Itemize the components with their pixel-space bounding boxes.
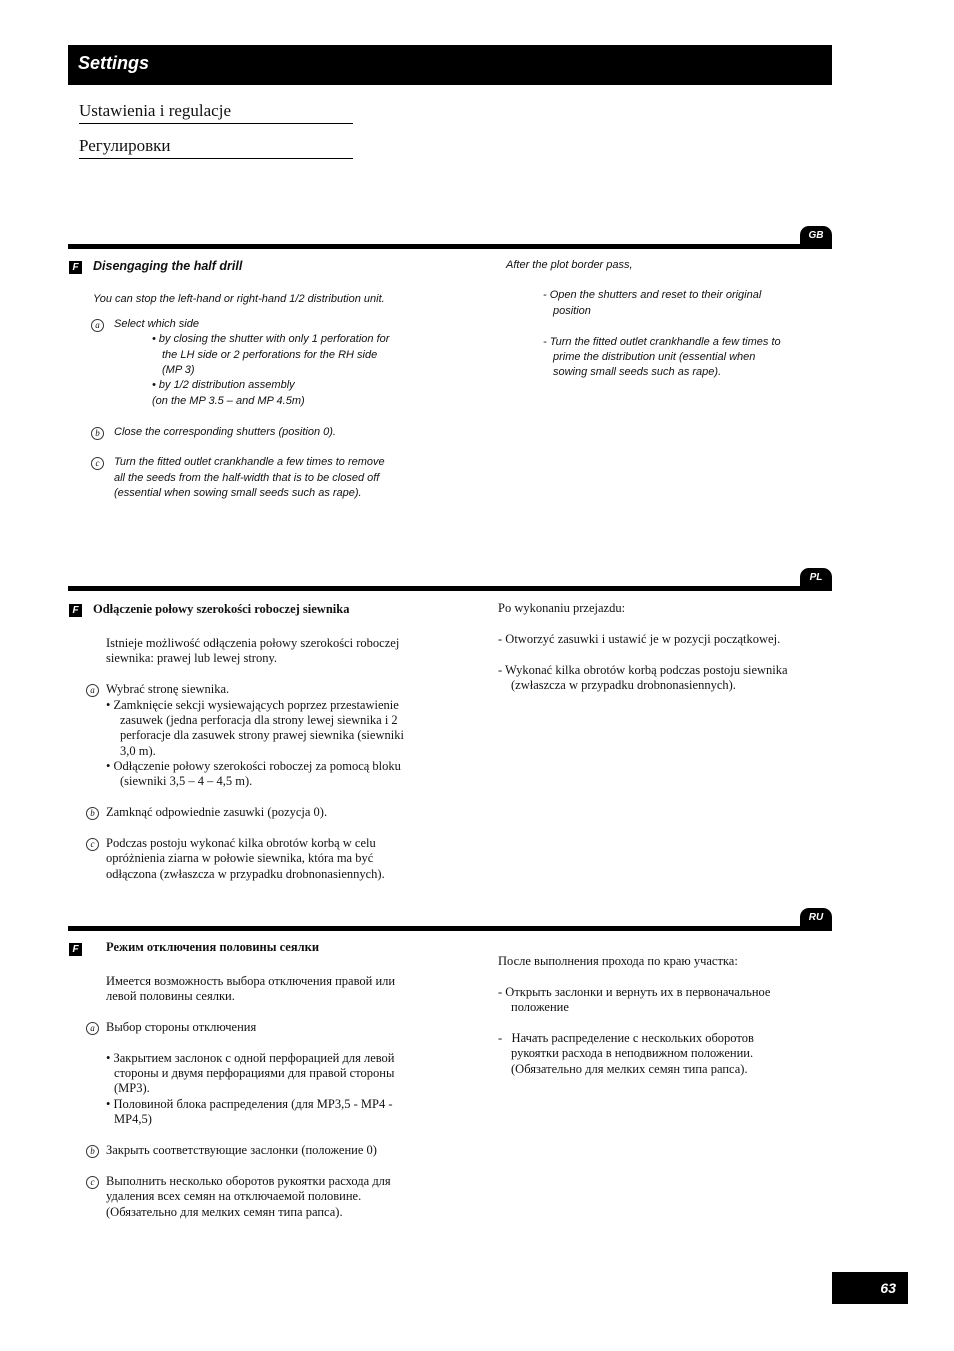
step-a-bullet2-l1-ru: • Половиной блока распределения (для MP3,5 - MP4 -: [106, 1097, 393, 1111]
intro-l2-ru: левой половины сеялки.: [106, 989, 235, 1003]
step-a-bullet2-l1-pl: • Odłączenie połowy szerokości roboczej za pomocą bloku: [106, 759, 401, 773]
step-a-bullet2-l1-gb: • by 1/2 distribution assembly: [152, 379, 295, 391]
section-rule-gb: [68, 244, 832, 249]
intro-gb: You can stop the left-hand or right-hand 1/2 distribution unit.: [93, 293, 385, 305]
step-a-pl: Wybrać stronę siewnika.: [106, 682, 230, 696]
step-b-gb: Close the corresponding shutters (position 0).: [114, 426, 336, 438]
intro-l2-pl: siewnika: prawej lub lewej strony.: [106, 651, 278, 665]
right-intro-gb: After the plot border pass,: [506, 259, 633, 271]
step-a-bullet1-l3-ru: (MP3).: [114, 1081, 150, 1095]
step-a-bullet1-l4-pl: 3,0 m).: [120, 744, 156, 758]
marker-c-ru: c: [86, 1176, 99, 1189]
right-item1-l2-gb: position: [553, 305, 591, 317]
marker-a-gb: a: [91, 319, 104, 332]
right-item2-l3-gb: sowing small seeds such as rape).: [553, 366, 722, 378]
right-item1-l1-ru: - Открыть заслонки и вернуть их в первоначальное: [498, 985, 771, 999]
right-item1-l1-pl: - Otworzyć zasuwki i ustawić je w pozycji początkowej.: [498, 632, 781, 646]
lang-tab-gb: GB: [800, 226, 832, 245]
right-intro-pl: Po wykonaniu przejazdu:: [498, 601, 626, 615]
right-item1-l1-gb: - Open the shutters and reset to their original: [543, 289, 762, 301]
step-a-bullet1-l3-gb: (MP 3): [162, 364, 195, 376]
right-item2-l1-pl: - Wykonać kilka obrotów korbą podczas postoju siewnika: [498, 663, 788, 677]
step-c-l3-gb: (essential when sowing small seeds such as rape).: [114, 487, 362, 499]
step-a-bullet1-l1-pl: • Zamknięcie sekcji wysiewających poprzez przestawienie: [106, 698, 399, 712]
subtitle-russian: Регулировки: [79, 136, 353, 159]
right-item1-l2-ru: положение: [511, 1000, 569, 1014]
step-a-bullet2-l2-pl: (siewniki 3,5 – 4 – 4,5 m).: [120, 774, 253, 788]
step-b-ru: Закрыть соответствующие заслонки (положение 0): [106, 1143, 377, 1157]
f-marker-ru: F: [69, 943, 82, 956]
marker-a-ru: a: [86, 1022, 99, 1035]
right-item2-l2-gb: prime the distribution unit (essential when: [553, 351, 756, 363]
step-b-pl: Zamknąć odpowiednie zasuwki (pozycja 0).: [106, 805, 328, 819]
step-a-bullet1-l2-gb: the LH side or 2 perforations for the RH side: [162, 349, 378, 361]
step-a-bullet2-l2-gb: (on the MP 3.5 – and MP 4.5m): [152, 395, 305, 407]
step-c-l2-ru: удаления всех семян на отключаемой половине.: [106, 1189, 362, 1203]
header-bar: [68, 45, 832, 85]
lang-tab-pl: PL: [800, 568, 832, 587]
heading-pl: Odłączenie połowy szerokości roboczej siewnika: [93, 602, 350, 616]
intro-l1-pl: Istnieje możliwość odłączenia połowy szerokości roboczej: [106, 636, 400, 650]
step-a-bullet2-l2-ru: MP4,5): [114, 1112, 152, 1126]
page-number: 63: [832, 1272, 908, 1304]
marker-c-pl: c: [86, 838, 99, 851]
step-c-l2-gb: all the seeds from the half-width that is to be closed off: [114, 472, 380, 484]
f-marker-gb: F: [69, 261, 82, 274]
f-marker-pl: F: [69, 604, 82, 617]
right-item2-l2-pl: (zwłaszcza w przypadku drobnonasiennych).: [511, 678, 736, 692]
right-item2-l3-ru: (Обязательно для мелких семян типа рапса).: [511, 1062, 748, 1076]
heading-ru: Режим отключения половины сеялки: [106, 940, 320, 954]
heading-gb: Disengaging the half drill: [93, 259, 243, 273]
right-item2-l2-ru: рукоятки расхода в неподвижном положении.: [511, 1046, 754, 1060]
step-a-ru: Выбор стороны отключения: [106, 1020, 257, 1034]
step-a-bullet1-l1-gb: • by closing the shutter with only 1 perforation for: [152, 333, 390, 345]
section-rule-ru: [68, 926, 832, 931]
marker-b-gb: b: [91, 427, 104, 440]
step-c-l3-ru: (Обязательно для мелких семян типа рапса).: [106, 1205, 343, 1219]
right-intro-ru: После выполнения прохода по краю участка:: [498, 954, 738, 968]
step-a-bullet1-l2-pl: zasuwek (jedna perforacja dla strony lewej siewnika i 2: [120, 713, 398, 727]
intro-l1-ru: Имеется возможность выбора отключения правой или: [106, 974, 396, 988]
step-c-l1-pl: Podczas postoju wykonać kilka obrotów korbą w celu: [106, 836, 376, 850]
right-item2-l1-gb: - Turn the fitted outlet crankhandle a few times to: [543, 336, 781, 348]
lang-tab-ru: RU: [800, 908, 832, 927]
page-title: Settings: [78, 53, 150, 73]
step-a-bullet1-l2-ru: стороны и двумя перфорациями для правой стороны: [114, 1066, 395, 1080]
step-a-gb: Select which side: [114, 318, 199, 330]
step-a-bullet1-l1-ru: • Закрытием заслонок с одной перфорацией для левой: [106, 1051, 395, 1065]
step-c-l3-pl: odłączona (zwłaszcza w przypadku drobnonasiennych).: [106, 867, 385, 881]
step-c-l1-gb: Turn the fitted outlet crankhandle a few times to remove: [114, 456, 385, 468]
right-item2-l1-ru: - Начать распределение с нескольких оборотов: [498, 1031, 754, 1045]
marker-b-ru: b: [86, 1145, 99, 1158]
step-c-l2-pl: opróżnienia ziarna w połowie siewnika, która ma być: [106, 851, 374, 865]
subtitle-polish: Ustawienia i regulacje: [79, 101, 353, 124]
marker-b-pl: b: [86, 807, 99, 820]
marker-a-pl: a: [86, 684, 99, 697]
step-a-bullet1-l3-pl: perforacje dla zasuwek strony prawej siewnika (siewniki: [120, 728, 404, 742]
section-rule-pl: [68, 586, 832, 591]
step-c-l1-ru: Выполнить несколько оборотов рукоятки расхода для: [106, 1174, 391, 1188]
marker-c-gb: c: [91, 457, 104, 470]
